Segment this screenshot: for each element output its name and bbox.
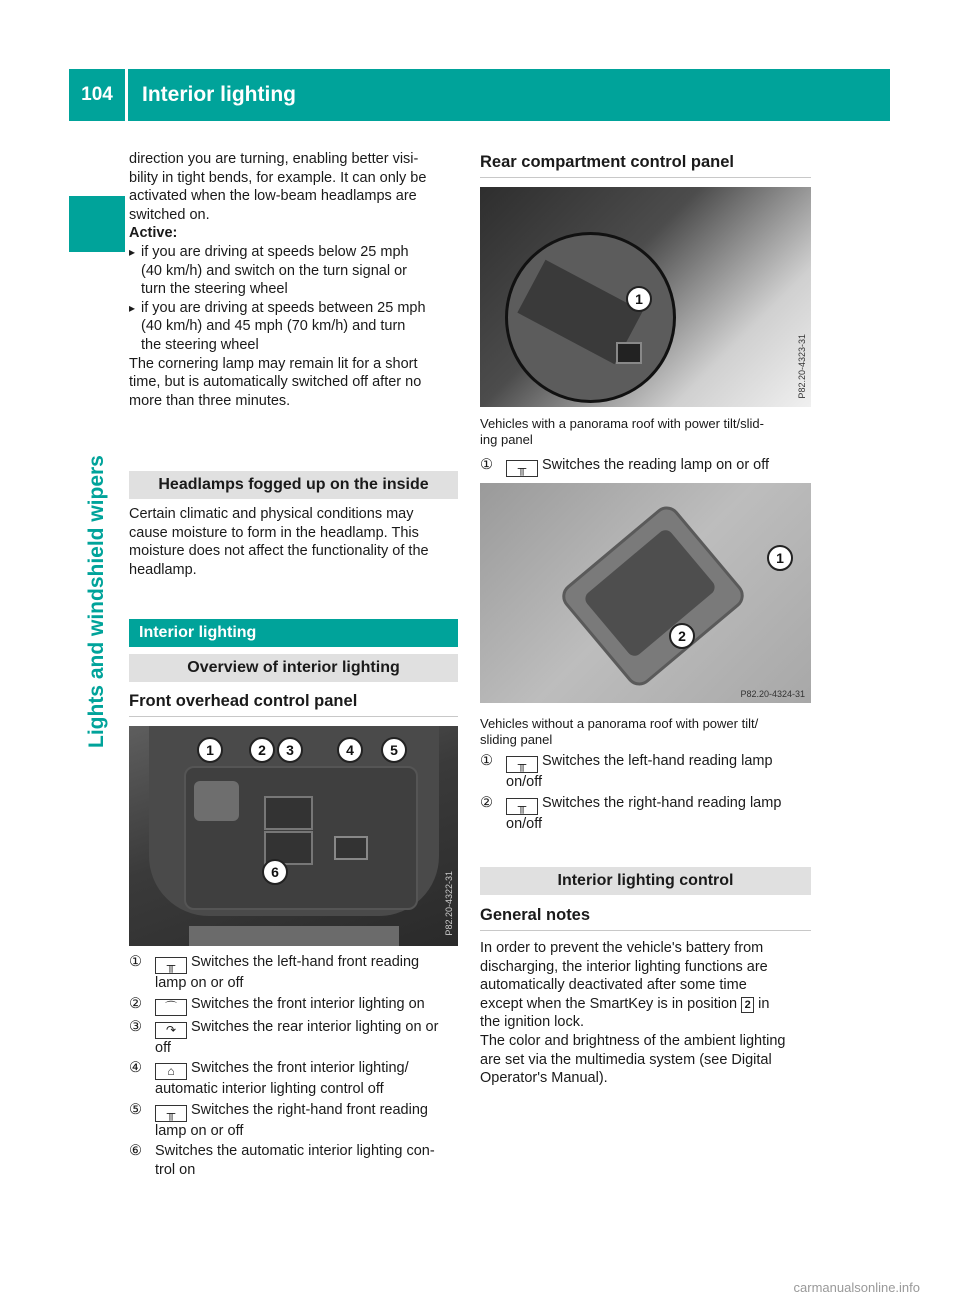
rear-light-icon: ↷ <box>155 1022 187 1039</box>
callout-1: 1 <box>197 737 223 763</box>
reading-lamp-icon: ╥ <box>506 460 538 477</box>
rear-items-1 <box>480 456 815 477</box>
section-heading-interior: Interior lighting <box>129 619 458 647</box>
list-item: ③ ↷ Switches the rear interior lighting on or off <box>129 1018 439 1056</box>
callout-3: 3 <box>277 737 303 763</box>
subheading-rear-panel: Rear compartment control panel <box>480 153 811 178</box>
list-item: ① ╥ Switches the left-hand reading lamp on/off <box>480 753 773 790</box>
list-item: ⑤ ╥ Switches the right-hand front reading lamp on or off <box>129 1101 428 1139</box>
active-label: Active: <box>129 225 178 242</box>
callout-1: 1 <box>767 545 793 571</box>
rear-items-2 <box>480 752 815 833</box>
image-code: P82.20-4324-31 <box>740 689 805 699</box>
list-item: ⑥ Switches the automatic interior lighting con- trol on <box>129 1143 435 1178</box>
callout-2: 2 <box>669 623 695 649</box>
list-item: ① ╥ Switches the left-hand front reading lamp on or off <box>129 954 420 991</box>
front-panel-photo <box>129 726 458 946</box>
section-heading-fogged: Headlamps fogged up on the inside <box>129 471 458 499</box>
reading-lamp-icon: ╥ <box>155 1105 187 1122</box>
callout-4: 4 <box>337 737 363 763</box>
page-title: Interior lighting <box>142 83 296 106</box>
section-label: Lights and windshield wipers <box>85 455 108 748</box>
callout-5: 5 <box>381 737 407 763</box>
fogged-text: Certain climatic and physical conditions may cause moisture to form in the headlamp. This moisture does not affect the functionality of the headlamp. <box>129 506 429 578</box>
subheading-front-panel: Front overhead control panel <box>129 692 458 717</box>
section-tab <box>69 196 125 252</box>
section-heading-control: Interior lighting control <box>480 867 811 895</box>
callout-2: 2 <box>249 737 275 763</box>
list-item: ① ╥ Switches the reading lamp on or off <box>480 457 770 475</box>
list-item: ② ╥ Switches the right-hand reading lamp on/off <box>480 794 782 832</box>
list-item: ② ⌒ Switches the front interior lighting on <box>129 995 425 1014</box>
rear-caption-2: Vehicles without a panorama roof with power tilt/ sliding panel <box>480 716 759 747</box>
left-intro: direction you are turning, enabling better visi- bility in tight bends, for example. It can only be activated when the low-beam headlamps are switched on. Active: ▸ if you are driving at speeds below 25 mph (40 km/h) and switch on the turn signal or turn the steering wheel ▸ if you are driving at speeds between 25 mph (40 km/h) and 45 mph (70 km/h) and turn the steering wheel The cornering lamp may remain lit for a short time, but is automatically switched off after no more than three minutes. <box>129 150 461 410</box>
front-items <box>129 953 461 1180</box>
image-code: P82.20-4322-31 <box>444 871 454 936</box>
list-item: ▸ if you are driving at speeds between 25 mph (40 km/h) and 45 mph (70 km/h) and turn the steering wheel <box>129 299 461 355</box>
general-text: In order to prevent the vehicle's battery from discharging, the interior lighting functions are automatically deactivated after some time except when the SmartKey is in position 2 in the ignition lock. The color and brightness of the ambient lighting are set via the multimedia system (see Digital Operator's Manual). <box>480 940 786 1087</box>
watermark: carmanualsonline.info <box>793 1280 920 1295</box>
list-item: ④ ⌂ Switches the front interior lighting/ automatic interior lighting control off <box>129 1060 409 1098</box>
reading-lamp-icon: ╥ <box>506 756 538 773</box>
subheading-general: General notes <box>480 906 811 931</box>
reading-lamp-left <box>194 781 239 821</box>
light-off-icon: ⌂ <box>155 1063 187 1080</box>
callout-6: 6 <box>262 859 288 885</box>
image-code: P82.20-4323-31 <box>797 334 807 399</box>
callout-1: 1 <box>626 286 652 312</box>
key-position-badge: 2 <box>741 997 754 1013</box>
reading-lamp-icon: ╥ <box>155 957 187 974</box>
rear-panel-photo-2 <box>480 483 811 703</box>
page-number: 104 <box>81 84 113 105</box>
list-item: ▸ if you are driving at speeds below 25 mph (40 km/h) and switch on the turn signal or turn the steering wheel <box>129 243 461 299</box>
rear-panel-photo-1 <box>480 187 811 407</box>
header-divider <box>125 69 128 121</box>
front-light-icon: ⌒ <box>155 999 187 1016</box>
rear-caption-1: Vehicles with a panorama roof with power tilt/slid- ing panel <box>480 416 764 447</box>
section-heading-overview: Overview of interior lighting <box>129 654 458 682</box>
reading-lamp-icon: ╥ <box>506 798 538 815</box>
